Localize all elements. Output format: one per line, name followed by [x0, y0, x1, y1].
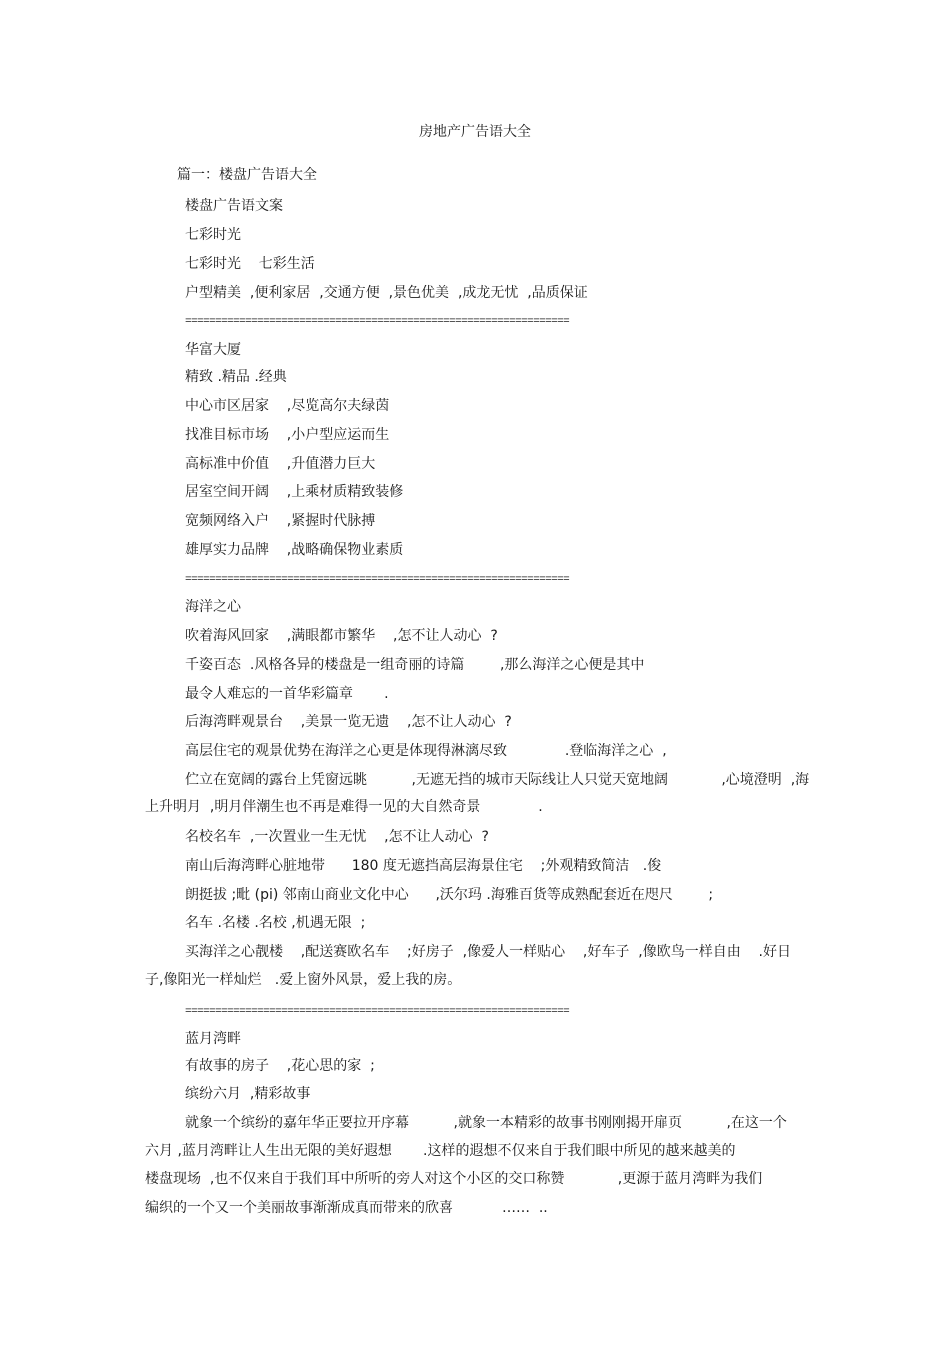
text-line: 蓝月湾畔	[185, 1031, 241, 1047]
text-line: 户型精美 ,便利家居 ,交通方便 ,景色优美 ,成龙无忧 ,品质保证	[185, 285, 588, 301]
text-line: 名校名车 ,一次置业一生无忧 ,怎不让人动心 ?	[185, 829, 489, 845]
text-line: 宽频网络入户 ,紧握时代脉搏	[185, 513, 376, 529]
text-line: 缤纷六月 ,精彩故事	[185, 1086, 311, 1102]
text-line: 高标准中价值 ,升值潜力巨大	[185, 456, 376, 472]
text-line: 中心市区居家 ,尽览高尔夫绿茵	[185, 398, 390, 414]
text-line: 有故事的房子 ,花心思的家 ;	[185, 1058, 375, 1074]
text-line: 编织的一个又一个美丽故事渐渐成真而带来的欣喜 …… ..	[145, 1200, 548, 1216]
document-title: 房地产广告语大全	[419, 124, 531, 140]
text-line: 买海洋之心靓楼 ,配送赛欧名车 ;好房子 ,像爱人一样贴心 ,好车子 ,像欧鸟一样自由 .好日	[185, 944, 791, 960]
text-line: 高层住宅的观景优势在海洋之心更是体现得淋漓尽致 .登临海洋之心 ,	[185, 743, 667, 759]
separator-line: ================================================================	[185, 574, 570, 586]
text-line: 名车 .名楼 .名校 ,机遇无限 ;	[185, 915, 366, 931]
text-line: 华富大厦	[185, 342, 241, 358]
text-line: 居室空间开阔 ,上乘材质精致装修	[185, 484, 404, 500]
text-line: 上升明月 ,明月伴潮生也不再是难得一见的大自然奇景 .	[145, 799, 543, 815]
text-line: 楼盘现场 ,也不仅来自于我们耳中所听的旁人对这个小区的交口称赞 ,更源于蓝月湾畔为我们	[145, 1171, 763, 1187]
text-line: 海洋之心	[185, 599, 241, 615]
text-line: 千姿百态 .风格各异的楼盘是一组奇丽的诗篇 ,那么海洋之心便是其中	[185, 657, 645, 673]
text-line: 找准目标市场 ,小户型应运而生	[185, 427, 390, 443]
text-line: 就象一个缤纷的嘉年华正要拉开序幕 ,就象一本精彩的故事书刚刚揭开扉页 ,在这一个	[185, 1115, 787, 1131]
text-line: 朗挺拔 ;毗 (pi) 邻南山商业文化中心 ,沃尔玛 .海雅百货等成熟配套近在咫尺 ;	[185, 887, 714, 903]
text-line: 七彩时光 七彩生活	[185, 256, 315, 272]
text-line: 南山后海湾畔心脏地带 180 度无遮挡高层海景住宅 ;外观精致简洁 .俊	[185, 858, 662, 874]
text-line: 楼盘广告语文案	[185, 198, 283, 214]
text-line: 最令人难忘的一首华彩篇章 .	[185, 686, 389, 702]
separator-line: ================================================================	[185, 316, 570, 328]
text-line: 雄厚实力品牌 ,战略确保物业素质	[185, 542, 404, 558]
text-line: 吹着海风回家 ,满眼都市繁华 ,怎不让人动心 ?	[185, 628, 498, 644]
section-heading: 篇一：楼盘广告语大全	[177, 167, 317, 183]
text-line: 精致 .精品 .经典	[185, 369, 287, 385]
separator-line: ================================================================	[185, 1006, 570, 1018]
text-line: 后海湾畔观景台 ,美景一览无遗 ,怎不让人动心 ?	[185, 714, 512, 730]
text-line: 伫立在宽阔的露台上凭窗远眺 ,无遮无挡的城市天际线让人只觉天宽地阔 ,心境澄明 ,海	[185, 772, 810, 788]
text-line: 七彩时光	[185, 227, 241, 243]
text-line: 子,像阳光一样灿烂 .爱上窗外风景，爱上我的房。	[145, 972, 462, 988]
text-line: 六月 ,蓝月湾畔让人生出无限的美好遐想 .这样的遐想不仅来自于我们眼中所见的越来越美的	[145, 1143, 736, 1159]
